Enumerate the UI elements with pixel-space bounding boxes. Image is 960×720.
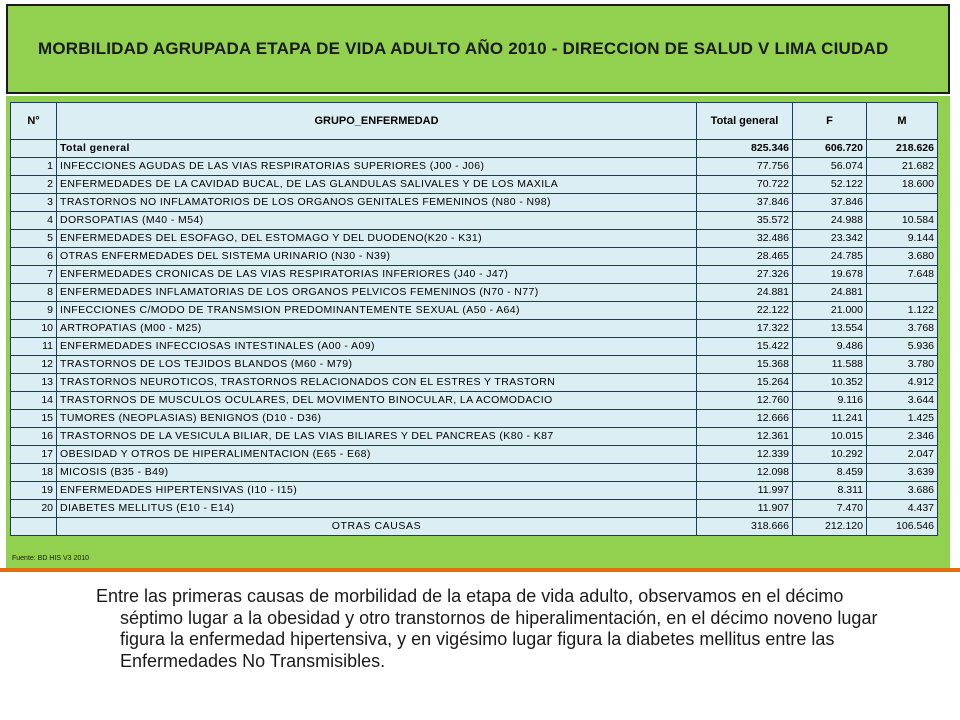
row-name: INFECCIONES C/MODO DE TRANSMSION PREDOMINANTEMENTE SEXUAL (A50 - A64) — [57, 302, 697, 320]
row-total: 12.760 — [697, 392, 793, 410]
otras-row-label: OTRAS CAUSAS — [57, 518, 697, 536]
row-f: 24.785 — [793, 248, 867, 266]
row-f: 11.241 — [793, 410, 867, 428]
row-n: 11 — [11, 338, 57, 356]
row-name: INFECCIONES AGUDAS DE LAS VIAS RESPIRATORIAS SUPERIORES (J00 - J06) — [57, 158, 697, 176]
total-row — [11, 140, 938, 158]
header-m: M — [867, 103, 938, 140]
row-n: 15 — [11, 410, 57, 428]
header-grupo: GRUPO_ENFERMEDAD — [57, 103, 697, 140]
row-total: 11.907 — [697, 500, 793, 518]
row-n: 10 — [11, 320, 57, 338]
row-n: 7 — [11, 266, 57, 284]
row-n: 14 — [11, 392, 57, 410]
row-name: TRASTORNOS DE MUSCULOS OCULARES, DEL MOVIMENTO BINOCULAR, LA ACOMODACIO — [57, 392, 697, 410]
page-title: MORBILIDAD AGRUPADA ETAPA DE VIDA ADULTO AÑO 2010 - DIRECCION DE SALUD V LIMA CIUDAD — [38, 39, 889, 58]
row-name: ENFERMEDADES CRONICAS DE LAS VIAS RESPIRATORIAS INFERIORES (J40 - J47) — [57, 266, 697, 284]
row-total: 70.722 — [697, 176, 793, 194]
total-row-n — [11, 140, 57, 158]
row-m: 18.600 — [867, 176, 938, 194]
row-total: 24.881 — [697, 284, 793, 302]
row-f: 10.015 — [793, 428, 867, 446]
row-m: 21.682 — [867, 158, 938, 176]
row-total: 15.264 — [697, 374, 793, 392]
row-name: DORSOPATIAS (M40 - M54) — [57, 212, 697, 230]
otras-row-total: 318.666 — [697, 518, 793, 536]
row-m: 7.648 — [867, 266, 938, 284]
row-n: 9 — [11, 302, 57, 320]
row-m: 2.346 — [867, 428, 938, 446]
row-n: 12 — [11, 356, 57, 374]
row-m: 1.122 — [867, 302, 938, 320]
row-m: 3.686 — [867, 482, 938, 500]
row-f: 52.122 — [793, 176, 867, 194]
table-row — [11, 194, 938, 212]
row-total: 37.846 — [697, 194, 793, 212]
table-row — [11, 284, 938, 302]
otras-row-n — [11, 518, 57, 536]
divider-line — [0, 568, 960, 572]
row-m: 3.644 — [867, 392, 938, 410]
row-name: DIABETES MELLITUS (E10 - E14) — [57, 500, 697, 518]
table-row — [11, 356, 938, 374]
row-n: 17 — [11, 446, 57, 464]
table-row — [11, 392, 938, 410]
row-m: 3.780 — [867, 356, 938, 374]
row-m: 9.144 — [867, 230, 938, 248]
row-total: 17.322 — [697, 320, 793, 338]
row-name: ENFERMEDADES DE LA CAVIDAD BUCAL, DE LAS GLANDULAS SALIVALES Y DE LOS MAXILA — [57, 176, 697, 194]
row-f: 37.846 — [793, 194, 867, 212]
row-total: 12.666 — [697, 410, 793, 428]
table-row — [11, 410, 938, 428]
row-m: 3.768 — [867, 320, 938, 338]
row-total: 15.422 — [697, 338, 793, 356]
table-row — [11, 374, 938, 392]
table-row — [11, 176, 938, 194]
row-total: 11.997 — [697, 482, 793, 500]
row-f: 56.074 — [793, 158, 867, 176]
row-name: OTRAS ENFERMEDADES DEL SISTEMA URINARIO (N30 - N39) — [57, 248, 697, 266]
row-n: 4 — [11, 212, 57, 230]
row-name: TRASTORNOS DE LOS TEJIDOS BLANDOS (M60 - M79) — [57, 356, 697, 374]
row-f: 9.116 — [793, 392, 867, 410]
row-name: ENFERMEDADES INFECCIOSAS INTESTINALES (A00 - A09) — [57, 338, 697, 356]
source-note: Fuente: BD HIS V3 2010 — [12, 555, 90, 562]
row-m: 5.936 — [867, 338, 938, 356]
row-m: 4.437 — [867, 500, 938, 518]
table-row — [11, 212, 938, 230]
row-n: 2 — [11, 176, 57, 194]
header-n: N° — [11, 103, 57, 140]
table-row — [11, 446, 938, 464]
row-total: 32.486 — [697, 230, 793, 248]
row-f: 24.881 — [793, 284, 867, 302]
row-n: 19 — [11, 482, 57, 500]
row-total: 12.098 — [697, 464, 793, 482]
table-row — [11, 482, 938, 500]
row-f: 13.554 — [793, 320, 867, 338]
table-row — [11, 428, 938, 446]
row-n: 5 — [11, 230, 57, 248]
row-n: 18 — [11, 464, 57, 482]
table-area — [6, 96, 950, 568]
row-total: 27.326 — [697, 266, 793, 284]
total-row-label: Total general — [57, 140, 697, 158]
row-f: 9.486 — [793, 338, 867, 356]
row-name: ENFERMEDADES INFLAMATORIAS DE LOS ORGANOS PELVICOS FEMENINOS (N70 - N77) — [57, 284, 697, 302]
row-name: TRASTORNOS NEUROTICOS, TRASTORNOS RELACIONADOS CON EL ESTRES Y TRASTORN — [57, 374, 697, 392]
row-m — [867, 284, 938, 302]
otras-row-f: 212.120 — [793, 518, 867, 536]
row-f: 10.352 — [793, 374, 867, 392]
row-name: TUMORES (NEOPLASIAS) BENIGNOS (D10 - D36) — [57, 410, 697, 428]
total-row-m: 218.626 — [867, 140, 938, 158]
table-row — [11, 230, 938, 248]
row-f: 23.342 — [793, 230, 867, 248]
table-row — [11, 338, 938, 356]
row-n: 13 — [11, 374, 57, 392]
row-name: ENFERMEDADES DEL ESOFAGO, DEL ESTOMAGO Y DEL DUODENO(K20 - K31) — [57, 230, 697, 248]
row-name: MICOSIS (B35 - B49) — [57, 464, 697, 482]
row-name: TRASTORNOS NO INFLAMATORIOS DE LOS ORGANOS GENITALES FEMENINOS (N80 - N98) — [57, 194, 697, 212]
row-f: 8.459 — [793, 464, 867, 482]
otras-row-m: 106.546 — [867, 518, 938, 536]
row-name: ENFERMEDADES HIPERTENSIVAS (I10 - I15) — [57, 482, 697, 500]
caption — [96, 586, 896, 672]
row-m: 2.047 — [867, 446, 938, 464]
total-row-total: 825.346 — [697, 140, 793, 158]
title-band — [6, 4, 950, 94]
row-n: 1 — [11, 158, 57, 176]
row-name: OBESIDAD Y OTROS DE HIPERALIMENTACION (E65 - E68) — [57, 446, 697, 464]
row-m: 10.584 — [867, 212, 938, 230]
row-name: TRASTORNOS DE LA VESICULA BILIAR, DE LAS VIAS BILIARES Y DEL PANCREAS (K80 - K87 — [57, 428, 697, 446]
table-row — [11, 320, 938, 338]
row-total: 12.361 — [697, 428, 793, 446]
row-total: 28.465 — [697, 248, 793, 266]
row-n: 20 — [11, 500, 57, 518]
row-n: 16 — [11, 428, 57, 446]
row-f: 21.000 — [793, 302, 867, 320]
row-f: 10.292 — [793, 446, 867, 464]
row-n: 8 — [11, 284, 57, 302]
row-m: 3.680 — [867, 248, 938, 266]
row-m: 4.912 — [867, 374, 938, 392]
row-n: 3 — [11, 194, 57, 212]
row-f: 11.588 — [793, 356, 867, 374]
row-m — [867, 194, 938, 212]
otras-row — [11, 518, 938, 536]
row-name: ARTROPATIAS (M00 - M25) — [57, 320, 697, 338]
table-row — [11, 248, 938, 266]
caption-text: Entre las primeras causas de morbilidad de la etapa de vida adulto, observamos en el décimo séptimo lugar a la obesidad y otro transtornos de hiperalimentación, en el décimo noveno lugar figura la enfermedad hipertensiva, y en vigésimo lugar figura la diabetes mellitus entre las Enfermedades No Transmisibles. — [96, 586, 878, 671]
row-f: 19.678 — [793, 266, 867, 284]
header-f: F — [793, 103, 867, 140]
row-m: 3.639 — [867, 464, 938, 482]
row-total: 77.756 — [697, 158, 793, 176]
morbidity-table — [10, 102, 938, 536]
table-row — [11, 500, 938, 518]
row-f: 24.988 — [793, 212, 867, 230]
total-row-f: 606.720 — [793, 140, 867, 158]
table-row — [11, 302, 938, 320]
header-total: Total general — [697, 103, 793, 140]
row-m: 1.425 — [867, 410, 938, 428]
row-total: 15.368 — [697, 356, 793, 374]
row-f: 7.470 — [793, 500, 867, 518]
row-n: 6 — [11, 248, 57, 266]
table-header-row — [11, 103, 938, 140]
row-total: 35.572 — [697, 212, 793, 230]
row-total: 12.339 — [697, 446, 793, 464]
row-f: 8.311 — [793, 482, 867, 500]
table-row — [11, 266, 938, 284]
table-row — [11, 464, 938, 482]
row-total: 22.122 — [697, 302, 793, 320]
table-row — [11, 158, 938, 176]
